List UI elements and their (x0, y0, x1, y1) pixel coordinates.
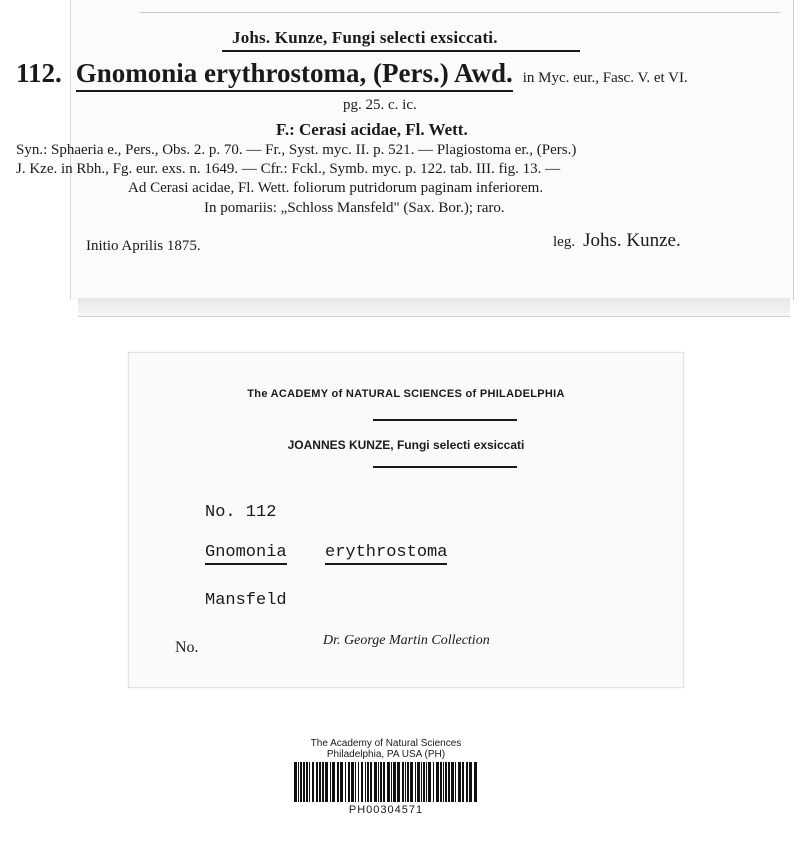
accession-no-label: No. (175, 639, 199, 656)
barcode-institution: The Academy of Natural Sciences (310, 738, 462, 749)
barcode-bar (298, 762, 299, 802)
barcode-bar (374, 762, 377, 802)
barcode-location: Philadelphia, PA USA (PH) (326, 749, 446, 760)
barcode-number: PH00304571 (348, 804, 424, 816)
academy-label (128, 352, 684, 688)
barcode-bar (312, 762, 314, 802)
barcode-bar (306, 762, 308, 802)
barcode-bar (348, 762, 350, 802)
label-shadow (78, 298, 790, 317)
barcode-graphic (292, 762, 482, 802)
barcode-bar (462, 762, 464, 802)
synonymy-line-1: Syn.: Sphaeria e., Pers., Obs. 2. p. 70. — Fr., Syst. myc. II. p. 521. — Plagiostoma er., (Pers.) (16, 142, 577, 158)
collector-prefix: leg. (553, 234, 576, 250)
barcode-bar (378, 762, 379, 802)
barcode-bar (340, 762, 343, 802)
collector (553, 230, 681, 252)
barcode-bar (455, 762, 456, 802)
barcode-bar (380, 762, 382, 802)
barcode-bar (448, 762, 450, 802)
genus-name: Gnomonia (205, 543, 287, 565)
barcode-bar (345, 762, 346, 802)
series-name: JOANNES KUNZE, Fungi selecti exsiccati (287, 438, 525, 452)
barcode-bar (387, 762, 390, 802)
barcode-bar (421, 762, 422, 802)
barcode-bar (417, 762, 420, 802)
barcode-bar (365, 762, 366, 802)
barcode-bar (436, 762, 439, 802)
page-reference: pg. 25. c. ic. (343, 97, 417, 113)
barcode-bar (426, 762, 427, 802)
species-heading (16, 58, 688, 89)
barcode-bar (469, 762, 472, 802)
barcode-bar (319, 762, 321, 802)
synonymy-line-2: J. Kze. in Rbh., Fg. eur. exs. n. 1649. — Cfr.: Fckl., Symb. myc. p. 122. tab. III. fig. 13. — (16, 161, 561, 177)
series-title-rule (222, 50, 580, 52)
barcode-bar (337, 762, 339, 802)
barcode-bar (325, 762, 328, 802)
barcode-bar (458, 762, 461, 802)
barcode-bar (322, 762, 324, 802)
barcode-bar (303, 762, 305, 802)
barcode-bar (355, 762, 356, 802)
barcode-bar (300, 762, 302, 802)
barcode-bar (402, 762, 404, 802)
host-plant: F.: Cerasi acidae, Fl. Wett. (276, 120, 468, 139)
collector-name: Johs. Kunze. (583, 230, 681, 251)
barcode-bar (407, 762, 409, 802)
series-title: Johs. Kunze, Fungi selecti exsiccati. (232, 28, 498, 47)
title-rule-top (373, 419, 517, 421)
locality-line: In pomariis: „Schloss Mansfeld" (Sax. Bor.); raro. (204, 200, 505, 216)
barcode-bar (332, 762, 335, 802)
barcode-label (260, 730, 512, 830)
collection-date: Initio Aprilis 1875. (86, 238, 201, 254)
barcode-bar (309, 762, 310, 802)
specimen-number: No. 112 (205, 503, 277, 522)
barcode-bar (358, 762, 359, 802)
species-name: Gnomonia erythrostoma, (Pers.) Awd. (76, 58, 513, 92)
habitat-line: Ad Cerasi acidae, Fl. Wett. foliorum putridorum paginam inferiorem. (128, 180, 544, 196)
specimen-locality: Mansfeld (205, 591, 287, 610)
barcode-bar (445, 762, 447, 802)
barcode-bar (433, 762, 434, 802)
collection-name: Dr. George Martin Collection (323, 633, 490, 648)
barcode-bar (440, 762, 442, 802)
barcode-bar (423, 762, 425, 802)
barcode-bar (383, 762, 385, 802)
barcode-bar (316, 762, 318, 802)
species-epithet: erythrostoma (325, 543, 447, 565)
barcode-bar (367, 762, 369, 802)
barcode-bar (330, 762, 331, 802)
exsiccata-number: 112. (16, 58, 62, 88)
publication-reference: in Myc. eur., Fasc. V. et VI. (522, 70, 688, 86)
barcode-bar (405, 762, 406, 802)
barcode-bar (415, 762, 416, 802)
barcode-bar (466, 762, 468, 802)
barcode-bar (294, 762, 297, 802)
barcode-bar (391, 762, 392, 802)
barcode-bar (393, 762, 396, 802)
barcode-bar (361, 762, 363, 802)
barcode-bar (443, 762, 444, 802)
institution-title: The ACADEMY of NATURAL SCIENCES of PHILADELPHIA (247, 388, 565, 400)
barcode-bar (410, 762, 413, 802)
barcode-bar (474, 762, 477, 802)
barcode-bar (370, 762, 372, 802)
barcode-bar (397, 762, 400, 802)
barcode-bar (351, 762, 354, 802)
label-edge-line (140, 12, 780, 13)
barcode-bar (451, 762, 454, 802)
barcode-bar (428, 762, 431, 802)
title-rule-bottom (373, 466, 517, 468)
